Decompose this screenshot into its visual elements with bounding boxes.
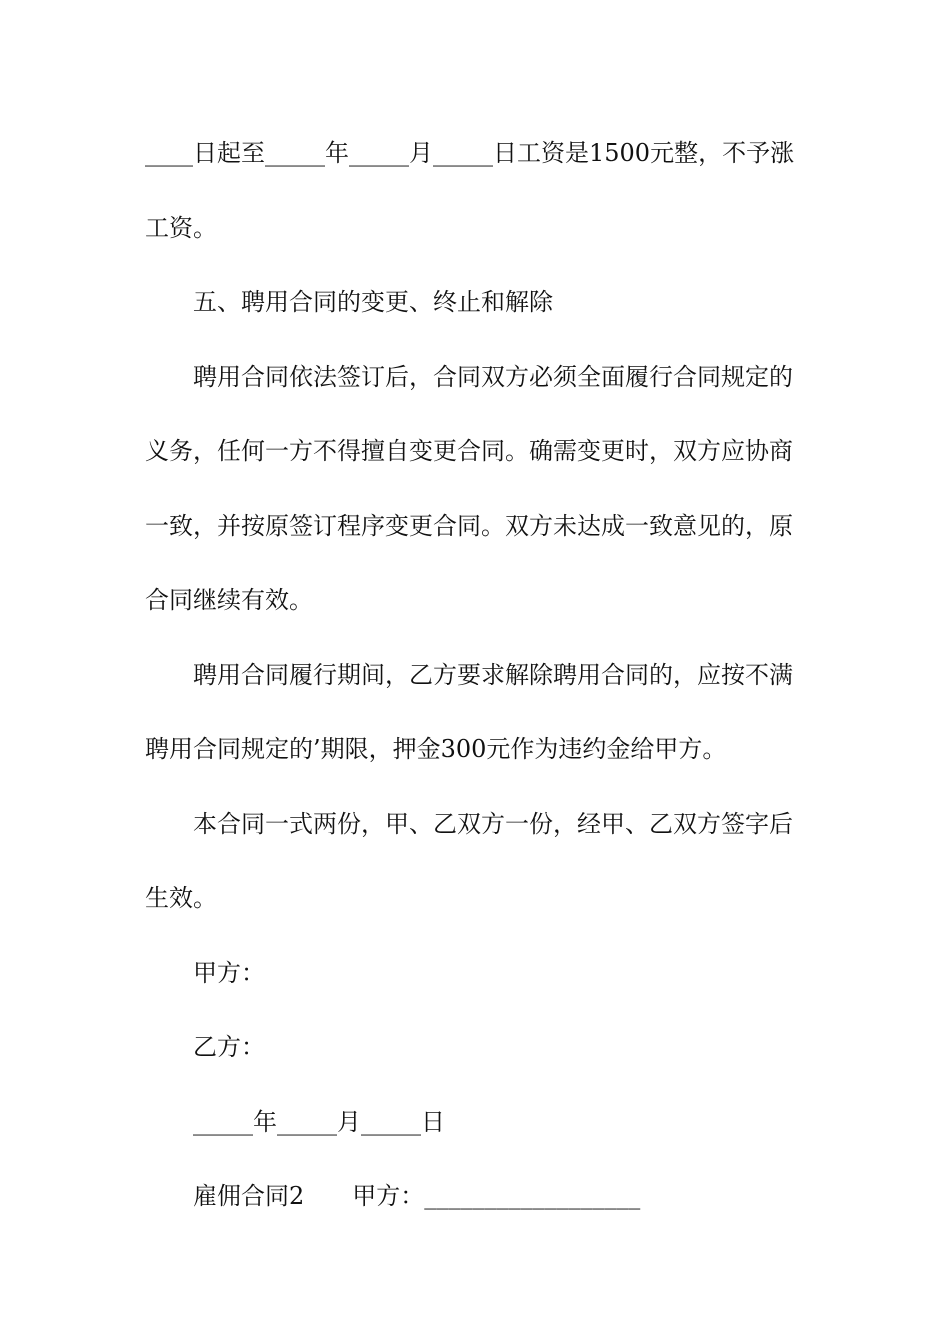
party-b-label xyxy=(193,1032,810,1062)
contract-2-heading xyxy=(193,1181,810,1211)
text-line-2 xyxy=(145,213,810,243)
line-text: 五、聘用合同的变更、终止和解除 xyxy=(193,288,553,316)
line-text: 聘用合同履行期间，乙方要求解除聘用合同的，应按不满 xyxy=(193,661,793,689)
line-text: 一致，并按原签订程序变更合同。双方未达成一致意见的，原 xyxy=(145,512,793,540)
text-line-6 xyxy=(145,511,810,541)
date-line xyxy=(193,1107,810,1137)
text-line-5 xyxy=(145,436,810,466)
line-text: 合同继续有效。 xyxy=(145,586,313,614)
text-line-1 xyxy=(145,138,810,168)
line-text: 生效。 xyxy=(145,884,217,912)
line-text: 工资。 xyxy=(145,214,217,242)
line-text: 乙方： xyxy=(193,1033,265,1061)
line-text: _____年_____月_____日 xyxy=(193,1108,445,1136)
line-text: 甲方： xyxy=(193,959,265,987)
text-line-11 xyxy=(145,883,810,913)
text-line-8 xyxy=(193,660,810,690)
line-text: 聘用合同规定的’期限，押金300元作为违约金给甲方。 xyxy=(145,735,727,763)
text-line-10 xyxy=(193,809,810,839)
line-text: ____日起至_____年_____月_____日工资是1500元整，不予涨 xyxy=(145,139,795,167)
text-line-4 xyxy=(193,362,810,392)
line-text: 雇佣合同2 甲方：__________________ xyxy=(193,1182,641,1210)
line-text: 义务，任何一方不得擅自变更合同。确需变更时，双方应协商 xyxy=(145,437,793,465)
line-text: 本合同一式两份，甲、乙双方一份，经甲、乙双方签字后 xyxy=(193,810,793,838)
text-line-9 xyxy=(145,734,810,764)
section-heading-5 xyxy=(193,287,810,317)
party-a-label xyxy=(193,958,810,988)
line-text: 聘用合同依法签订后，合同双方必须全面履行合同规定的 xyxy=(193,363,793,391)
text-line-7 xyxy=(145,585,810,615)
